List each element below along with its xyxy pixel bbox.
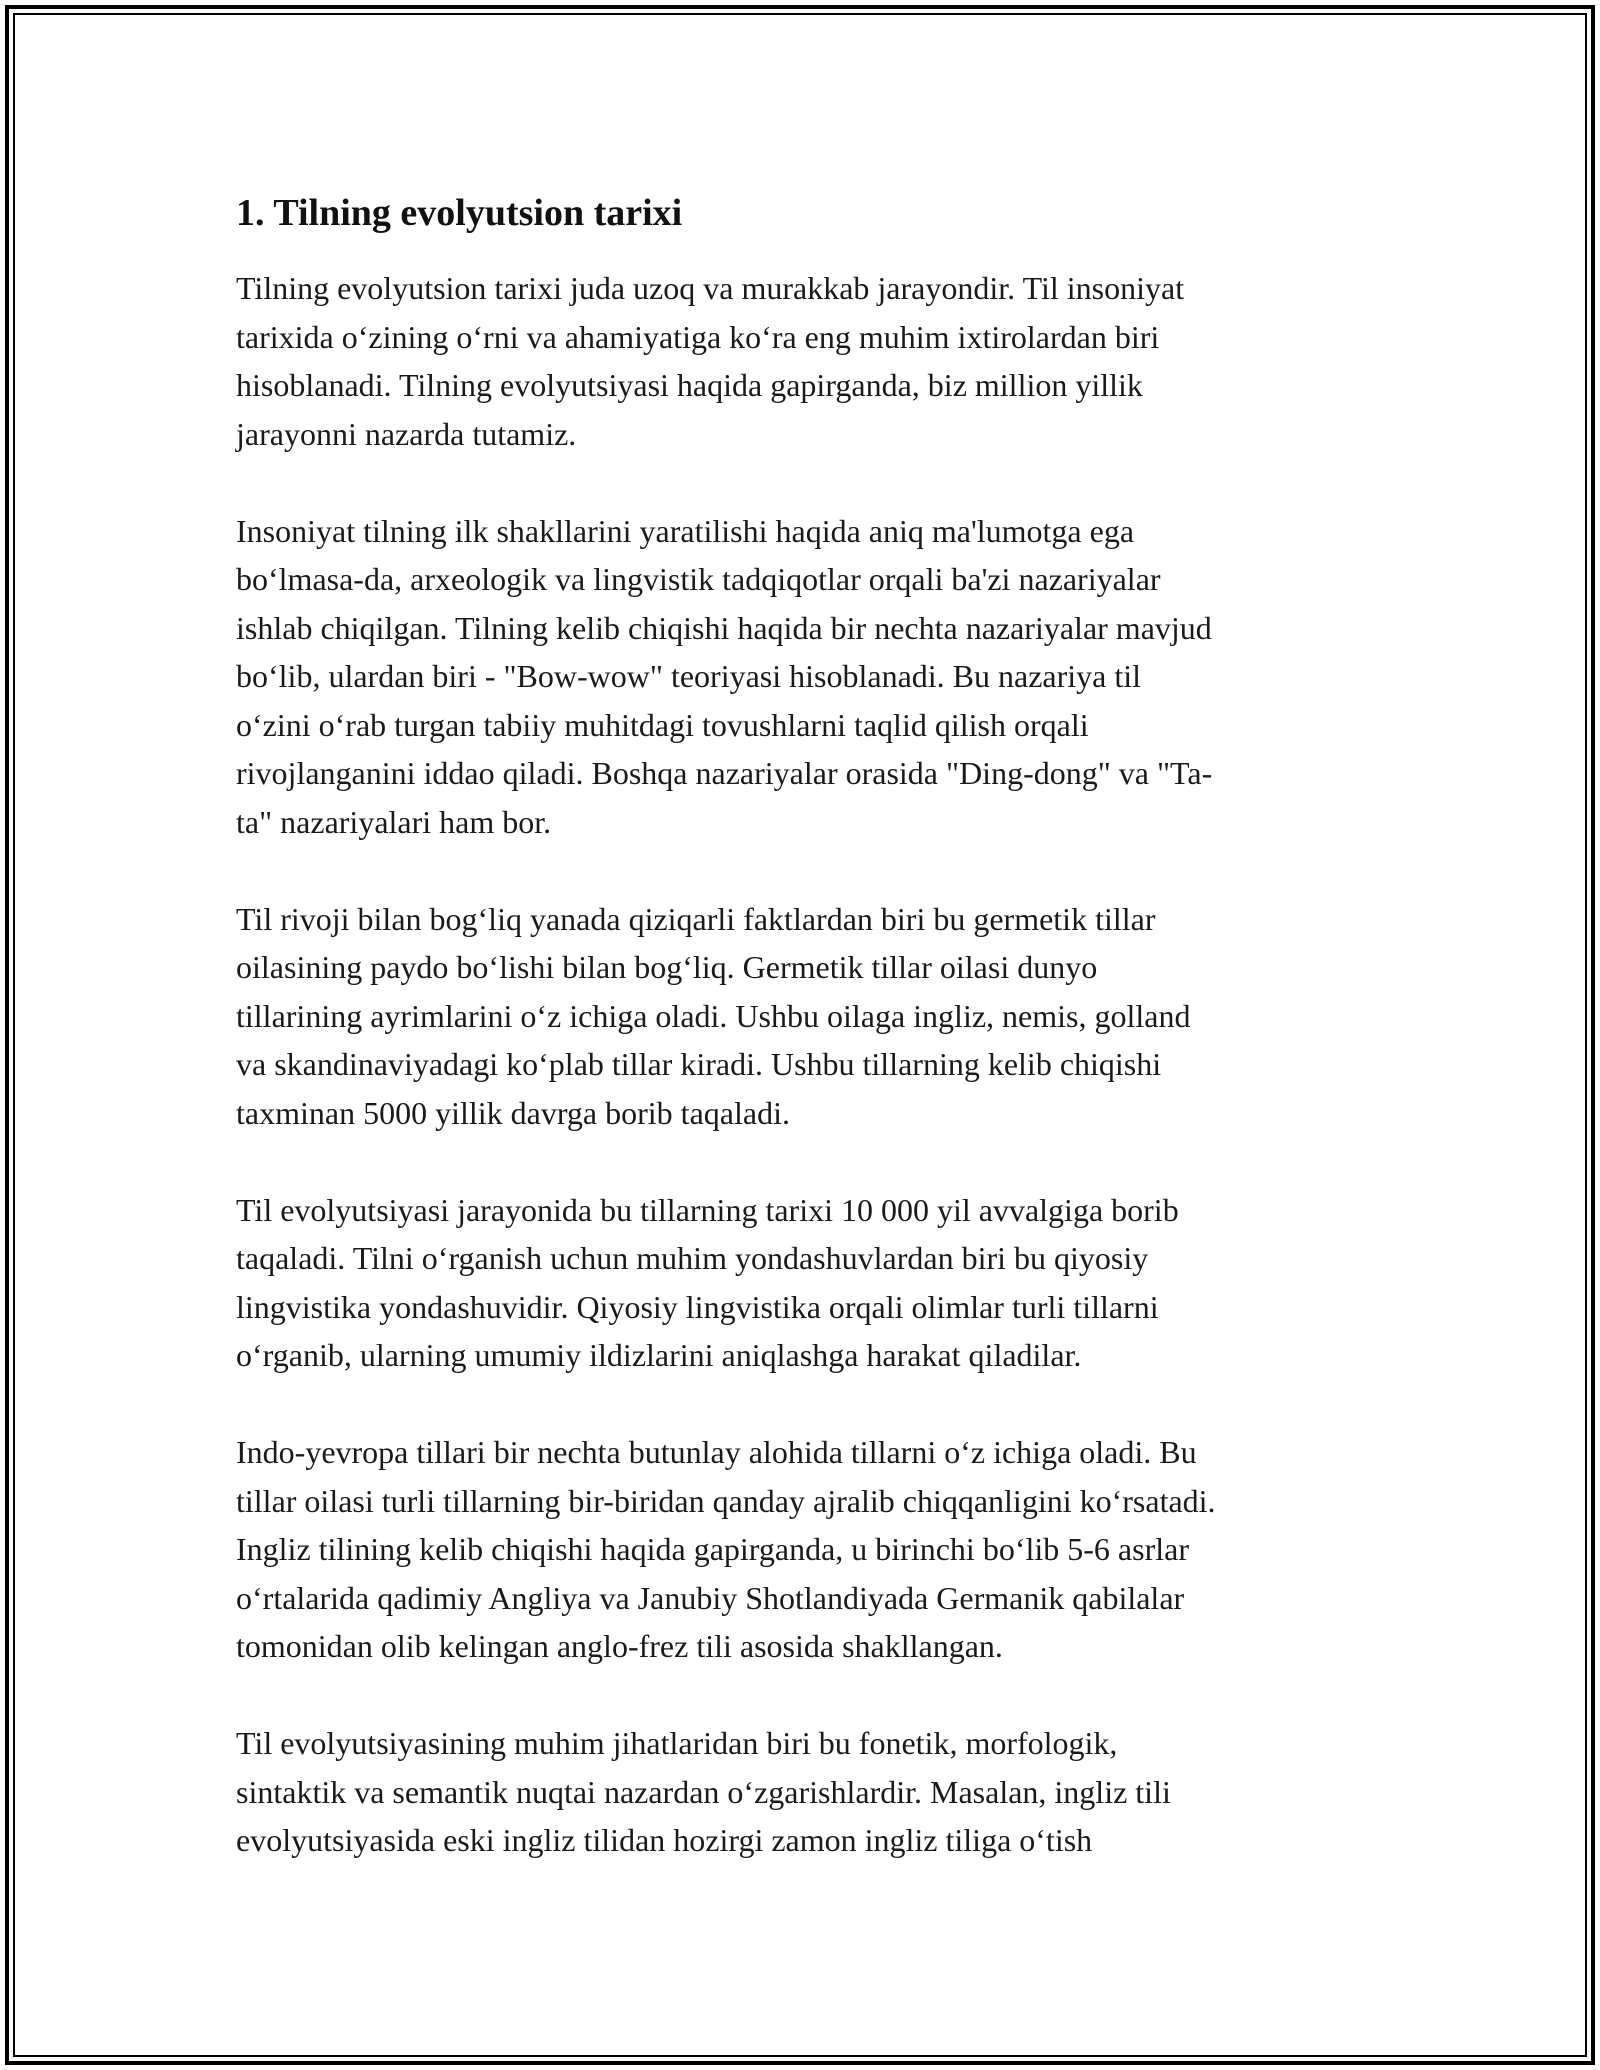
paragraph-line: ishlab chiqilgan. Tilning kelib chiqishi haqida bir nechta nazariyalar mavjud bbox=[236, 609, 1212, 646]
paragraph-line: Til rivoji bilan bog‘liq yanada qiziqarli faktlardan biri bu germetik tillar bbox=[236, 900, 1156, 937]
paragraph-line: bo‘lib, ulardan biri - "Bow-wow" teoriyasi hisoblanadi. Bu nazariya til bbox=[236, 658, 1142, 694]
paragraph-5 bbox=[236, 1428, 1366, 1671]
paragraph-3 bbox=[236, 895, 1366, 1138]
paragraph-4 bbox=[236, 1186, 1366, 1380]
paragraph-line: va skandinaviyadagi ko‘plab tillar kiradi. Ushbu tillarning kelib chiqishi bbox=[236, 1046, 1162, 1082]
paragraph-line: jarayonni nazarda tutamiz. bbox=[236, 415, 577, 452]
paragraph-line: o‘rtalarida qadimiy Angliya va Janubiy Shotlandiyada Germanik qabilalar bbox=[236, 1579, 1185, 1616]
paragraph-line: Tilning evolyutsion tarixi juda uzoq va murakkab jarayondir. Til insoniyat bbox=[236, 270, 1185, 306]
document-body bbox=[236, 186, 1366, 1913]
paragraph-line: taqaladi. Tilni o‘rganish uchun muhim yondashuvlardan biri bu qiyosiy bbox=[236, 1240, 1149, 1276]
paragraph-line: lingvistika yondashuvidir. Qiyosiy lingvistika orqali olimlar turli tillarni bbox=[236, 1288, 1159, 1325]
paragraph-line: sintaktik va semantik nuqtai nazardan o‘zgarishlardir. Masalan, ingliz tili bbox=[236, 1773, 1171, 1810]
paragraph-line: evolyutsiyasida eski ingliz tilidan hozirgi zamon ingliz tiliga o‘tish bbox=[236, 1822, 1093, 1858]
paragraph-line: rivojlanganini iddao qiladi. Boshqa nazariyalar orasida "Ding-dong" va "Ta- bbox=[236, 755, 1213, 791]
paragraph-1 bbox=[236, 264, 1366, 458]
paragraph-line: o‘zini o‘rab turgan tabiiy muhitdagi tovushlarni taqlid qilish orqali bbox=[236, 706, 1089, 743]
paragraph-line: taxminan 5000 yillik davrga borib taqaladi. bbox=[236, 1094, 790, 1131]
paragraph-line: Indo-yevropa tillari bir nechta butunlay alohida tillarni o‘z ichiga oladi. Bu bbox=[236, 1434, 1197, 1470]
paragraph-line: Til evolyutsiyasining muhim jihatlaridan biri bu fonetik, morfologik, bbox=[236, 1725, 1118, 1761]
paragraph-line: tarixida o‘zining o‘rni va ahamiyatiga ko‘ra eng muhim ixtirolardan biri bbox=[236, 318, 1160, 355]
paragraph-line: o‘rganib, ularning umumiy ildizlarini aniqlashga harakat qiladilar. bbox=[236, 1337, 1082, 1373]
paragraph-2 bbox=[236, 507, 1366, 847]
section-title: 1. Tilning evolyutsion tarixi bbox=[236, 192, 683, 234]
paragraph-line: Ingliz tilining kelib chiqishi haqida gapirganda, u birinchi bo‘lib 5-6 asrlar bbox=[236, 1531, 1189, 1567]
paragraph-line: Til evolyutsiyasi jarayonida bu tillarning tarixi 10 000 yil avvalgiga borib bbox=[236, 1191, 1179, 1228]
paragraph-line: oilasining paydo bo‘lishi bilan bog‘liq. Germetik tillar oilasi dunyo bbox=[236, 949, 1098, 985]
paragraph-line: Insoniyat tilning ilk shakllarini yaratilishi haqida aniq ma'lumotga ega bbox=[236, 512, 1135, 549]
paragraph-line: tillar oilasi turli tillarning bir-biridan qanday ajralib chiqqanligini ko‘rsatadi. bbox=[236, 1482, 1216, 1519]
paragraph-line: ta" nazariyalari ham bor. bbox=[236, 803, 552, 840]
paragraph-line: hisoblanadi. Tilning evolyutsiyasi haqida gapirganda, biz million yillik bbox=[236, 367, 1143, 403]
paragraph-line: tillarining ayrimlarini o‘z ichiga oladi. Ushbu oilaga ingliz, nemis, golland bbox=[236, 997, 1191, 1034]
paragraph-line: bo‘lmasa-da, arxeologik va lingvistik tadqiqotlar orqali ba'zi nazariyalar bbox=[236, 561, 1161, 597]
paragraph-6 bbox=[236, 1719, 1366, 1865]
paragraph-line: tomonidan olib kelingan anglo-frez tili asosida shakllangan. bbox=[236, 1628, 1003, 1664]
